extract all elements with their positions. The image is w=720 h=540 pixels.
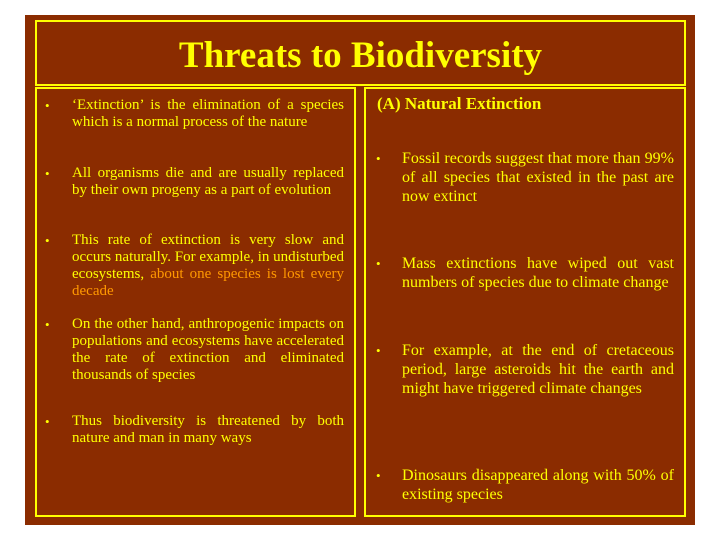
title-panel — [35, 20, 686, 86]
left-bullet-3-text: This rate of extinction is very slow and occurs naturally. For example, in undisturbed ecosystems, — [72, 232, 344, 282]
bullet-icon: • — [45, 414, 50, 429]
right-bullet-4 — [376, 466, 674, 504]
bullet-icon: • — [45, 317, 50, 332]
bullet-icon: • — [376, 468, 381, 483]
right-bullet-2-text: Mass extinctions have wiped out vast numbers of species due to climate change — [402, 255, 674, 291]
left-bullet-4 — [45, 316, 344, 384]
left-bullet-5 — [45, 413, 344, 447]
bullet-icon: • — [45, 98, 50, 113]
right-bullet-1 — [376, 149, 674, 206]
right-bullet-4-text: Dinosaurs disappeared along with 50% of existing species — [402, 467, 674, 503]
left-bullet-2-text: All organisms die and are usually replaced by their own progeny as a part of evolution — [72, 165, 344, 198]
right-panel — [364, 87, 686, 517]
left-bullet-1 — [45, 97, 344, 131]
left-panel — [35, 87, 356, 517]
bullet-icon: • — [376, 256, 381, 271]
right-bullet-2 — [376, 254, 674, 292]
left-bullet-2 — [45, 165, 344, 199]
left-bullet-3 — [45, 232, 344, 300]
left-bullet-1-text: ‘Extinction’ is the elimination of a species which is a normal process of the nature — [72, 97, 344, 130]
bullet-icon: • — [376, 151, 381, 166]
slide-title: Threats to Biodiversity — [178, 35, 543, 76]
left-bullet-5-text: Thus biodiversity is threatened by both nature and man in many ways — [72, 413, 344, 446]
section-heading: (A) Natural Extinction — [377, 94, 542, 113]
right-bullet-1-text: Fossil records suggest that more than 99% of all species that existed in the past are now extinct — [402, 150, 674, 205]
left-bullet-3-highlight: about one species is lost every decade — [72, 266, 344, 299]
right-bullet-3 — [376, 341, 674, 398]
bullet-icon: • — [45, 233, 50, 248]
bullet-icon: • — [376, 343, 381, 358]
bullet-icon: • — [45, 166, 50, 181]
left-bullet-4-text: On the other hand, anthropogenic impacts on populations and ecosystems have accelerated the rate of extinction and eliminated thousands of species — [72, 316, 344, 383]
right-bullet-3-text: For example, at the end of cretaceous period, large asteroids hit the earth and might have triggered climate changes — [402, 342, 674, 397]
